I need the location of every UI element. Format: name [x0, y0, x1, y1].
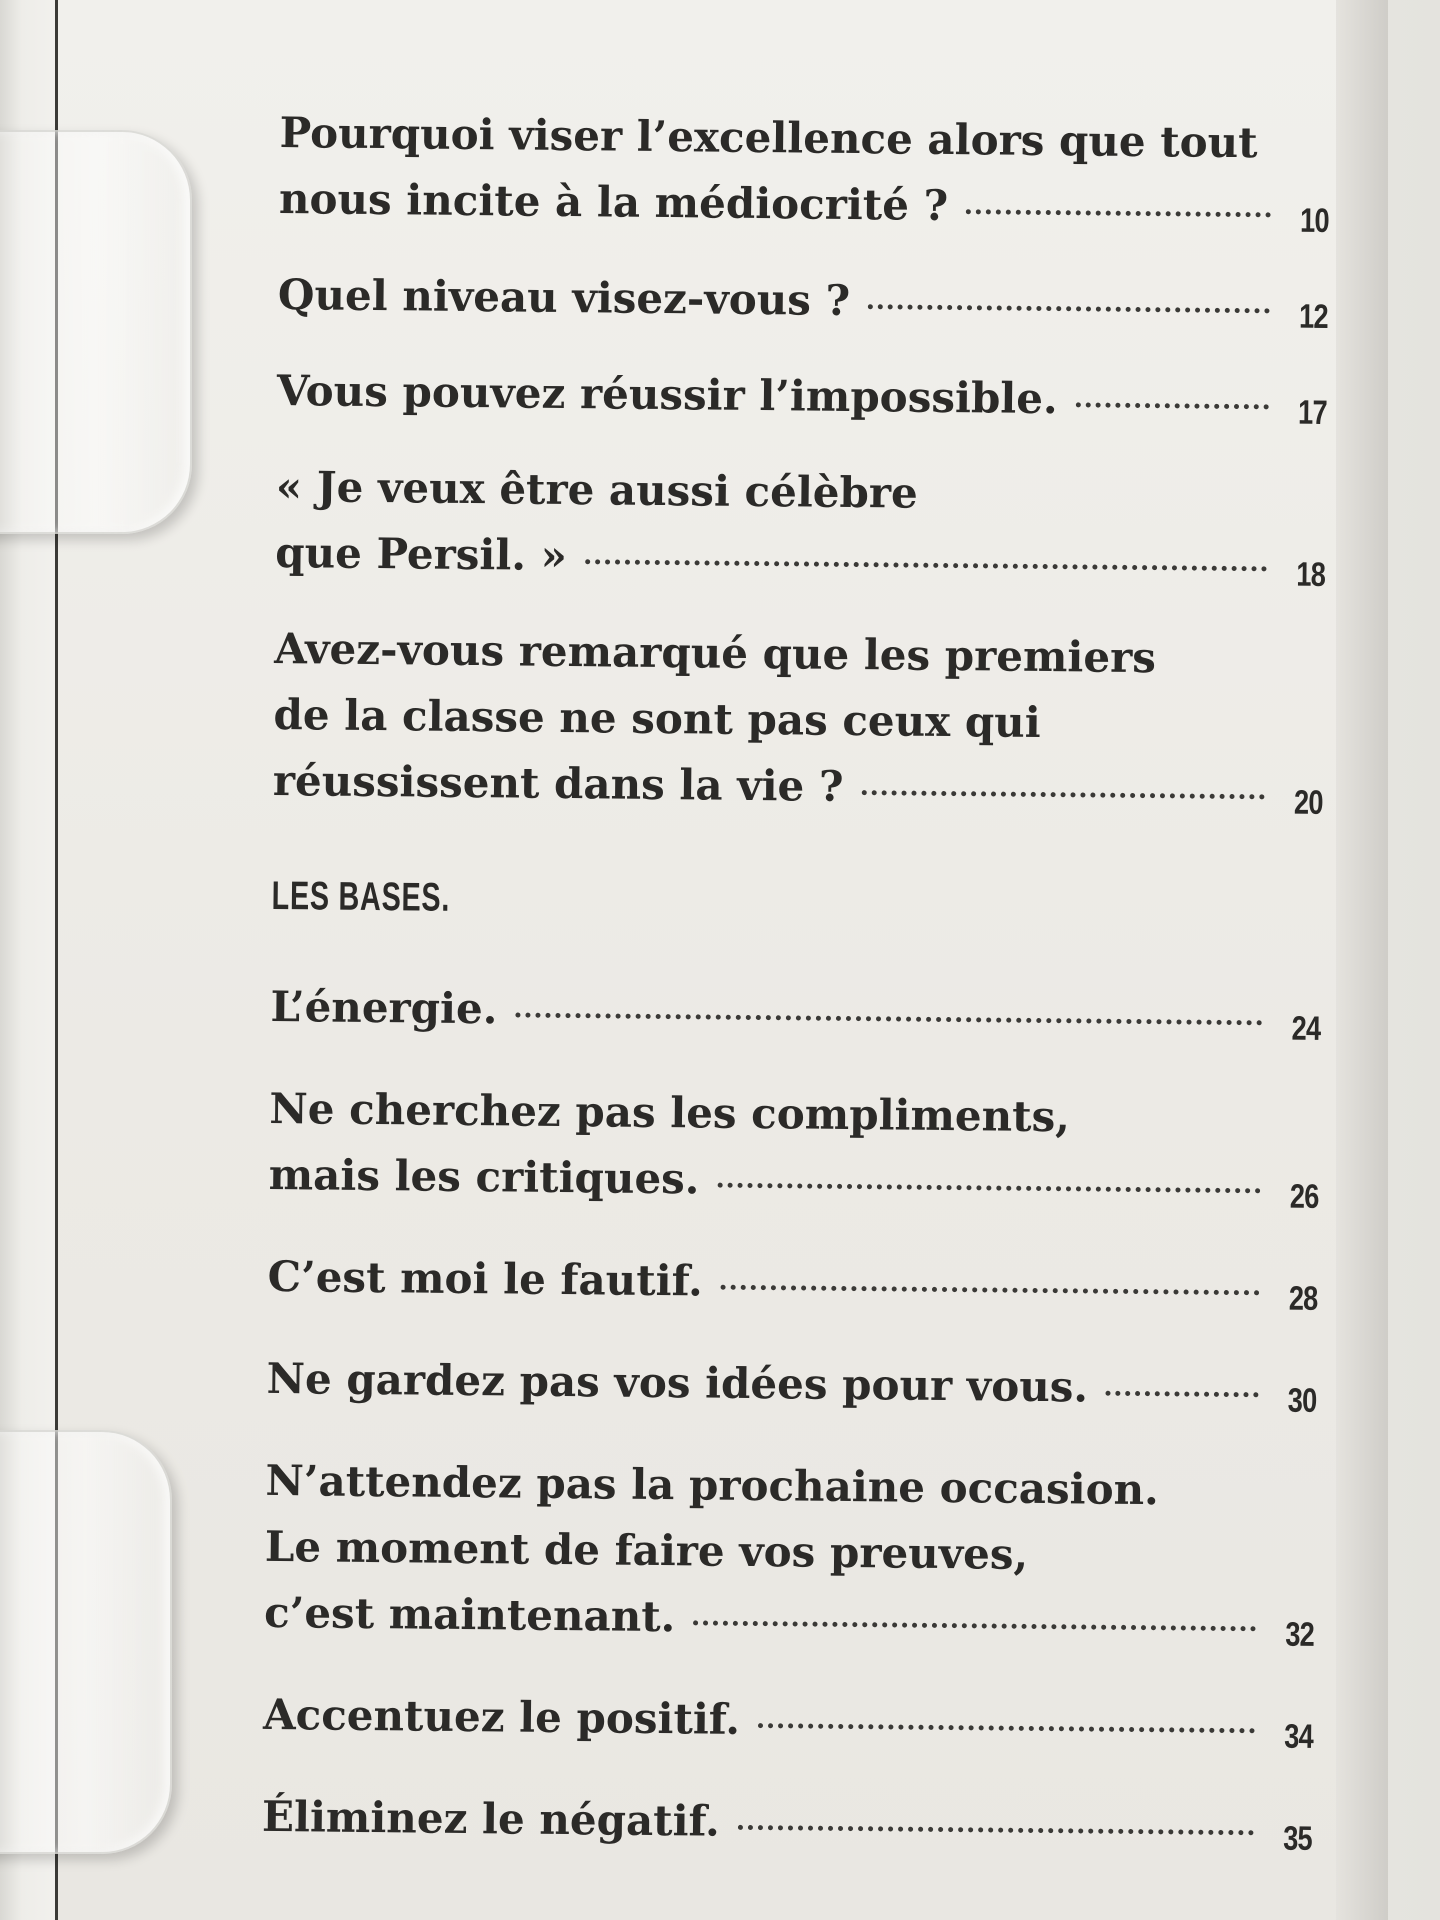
toc-entry-row — [277, 358, 1328, 435]
toc-entry — [278, 262, 1329, 339]
table-of-contents — [262, 100, 1330, 1861]
toc-entry-title-line: de la classe ne sont pas ceux qui — [273, 689, 1041, 747]
toc-entry-row — [270, 974, 1321, 1051]
toc-page-number: 28 — [1288, 1279, 1318, 1318]
toc-page-number: 32 — [1285, 1615, 1315, 1654]
toc-page-number: 18 — [1296, 555, 1326, 594]
toc-entry — [273, 616, 1325, 825]
toc-entry-title-line: Le moment de faire vos preuves, — [264, 1521, 1029, 1579]
toc-entry — [267, 1244, 1318, 1321]
toc-entry-row — [264, 1580, 1315, 1657]
toc-entry-title-line: réussissent dans la vie ? — [272, 755, 844, 811]
toc-entry-title-line: « Je veux être aussi célèbre — [275, 461, 918, 518]
section-title: LES BASES. — [271, 873, 451, 920]
toc-entry — [268, 1076, 1319, 1219]
dot-leader — [868, 304, 1270, 313]
toc-entry — [264, 1448, 1316, 1657]
toc-entry-title-line: Pourquoi viser l’excellence alors que tout — [279, 107, 1258, 168]
dot-leader — [966, 209, 1271, 217]
toc-page-number: 35 — [1282, 1819, 1313, 1858]
toc-entry-title-line: Ne gardez pas vos idées pour vous. — [266, 1353, 1089, 1412]
toc-entry-row — [262, 1784, 1313, 1861]
toc-entry — [275, 454, 1326, 597]
toc-entry-title-line: mais les critiques. — [268, 1149, 700, 1204]
toc-entry-title-line: Vous pouvez réussir l’impossible. — [276, 365, 1058, 424]
toc-entry-row — [267, 1244, 1318, 1321]
toc-page-number: 24 — [1291, 1009, 1321, 1048]
toc-entry-row — [278, 262, 1329, 339]
page-shadow — [1336, 0, 1388, 1920]
dot-leader — [738, 1825, 1254, 1835]
toc-entry-row — [266, 1346, 1317, 1423]
toc-entry-title-line: Éliminez le négatif. — [261, 1791, 720, 1846]
toc-page-number: 26 — [1289, 1177, 1319, 1216]
toc-entry — [266, 1346, 1317, 1423]
toc-page-number: 30 — [1287, 1381, 1317, 1420]
toc-entry-row — [279, 166, 1330, 243]
binder-clip-top — [0, 130, 192, 534]
toc-entry-row — [273, 748, 1324, 825]
toc-entry-title-line: Ne cherchez pas les compliments, — [269, 1083, 1071, 1142]
toc-entry-title-line: Quel niveau visez-vous ? — [277, 269, 851, 325]
dot-leader — [515, 1013, 1262, 1026]
toc-entry — [262, 1784, 1313, 1861]
toc-entry-row — [275, 520, 1326, 597]
dot-leader — [585, 559, 1267, 571]
toc-group-intro — [273, 100, 1330, 825]
toc-entry — [270, 974, 1321, 1051]
toc-entry-row — [263, 1682, 1314, 1759]
toc-entry-title-line: que Persil. » — [275, 527, 568, 581]
toc-entry-row — [268, 1142, 1319, 1219]
dot-leader — [758, 1723, 1255, 1733]
toc-page-number: 17 — [1297, 393, 1327, 432]
toc-page-number: 20 — [1293, 783, 1323, 822]
toc-entry-title-line: Avez-vous remarqué que les premiers — [273, 623, 1157, 683]
dot-leader — [1106, 1391, 1259, 1398]
dot-leader — [861, 790, 1264, 799]
dot-leader — [1076, 402, 1269, 409]
toc-page-number: 34 — [1284, 1717, 1314, 1756]
toc-entry-title-line: c’est maintenant. — [263, 1587, 676, 1642]
dot-leader — [721, 1285, 1260, 1296]
toc-group-bases — [262, 974, 1321, 1861]
toc-page-number: 12 — [1298, 297, 1328, 336]
dot-leader — [693, 1620, 1256, 1631]
toc-entry — [263, 1682, 1314, 1759]
dot-leader — [717, 1183, 1260, 1194]
toc-page-number: 10 — [1299, 201, 1329, 240]
toc-entry — [279, 100, 1330, 243]
toc-entry-title-line: L’énergie. — [270, 981, 498, 1034]
toc-entry-title-line: nous incite à la médiocrité ? — [278, 173, 949, 231]
binder-clip-bottom — [0, 1430, 172, 1854]
toc-entry-title-line: N’attendez pas la prochaine occasion. — [265, 1455, 1160, 1515]
toc-entry-title-line: C’est moi le fautif. — [267, 1251, 704, 1306]
toc-entry-title-line: Accentuez le positif. — [262, 1689, 741, 1744]
toc-entry — [277, 358, 1328, 435]
